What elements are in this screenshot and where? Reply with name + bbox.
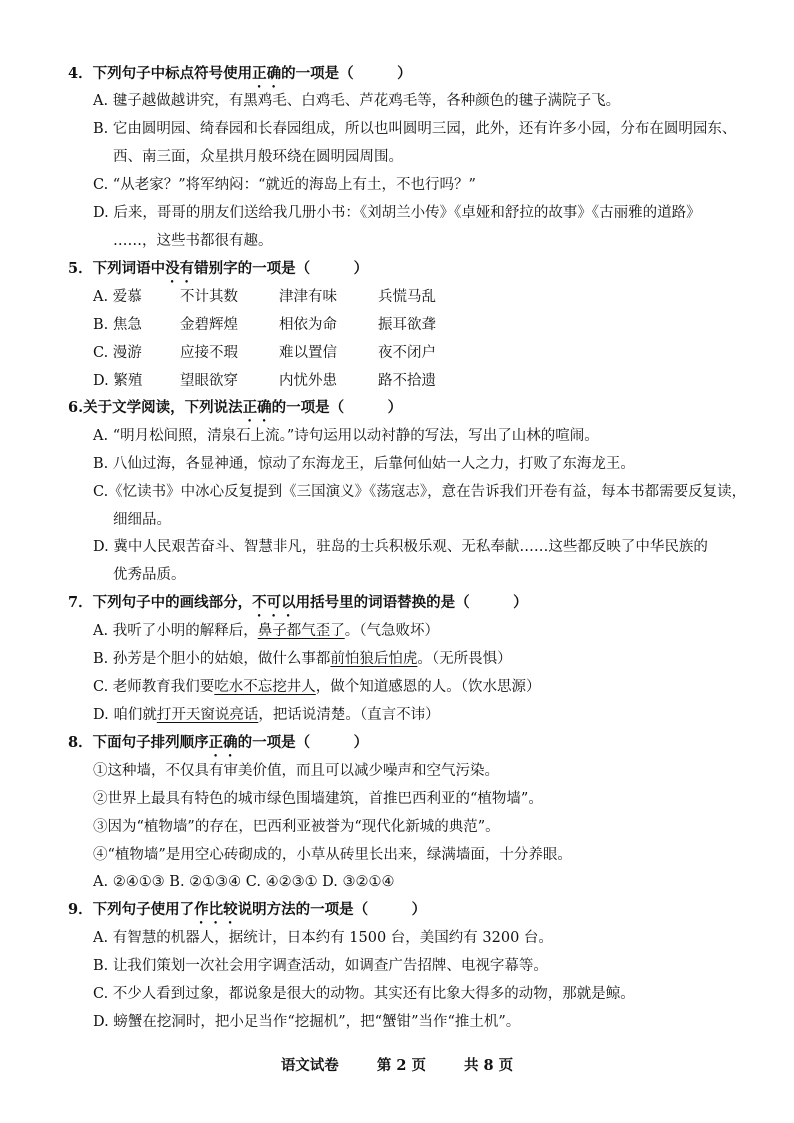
underlined-phrase: 打开天窗说亮话 [156, 707, 259, 723]
question-4-option-a: A. 毽子越做越讲究，有黑鸡毛、白鸡毛、芦花鸡毛等，各种颜色的毽子满院子飞。 [93, 93, 621, 109]
question-5-option-d: D. 繁殖 望眼欲穿 内忧外患 路不拾遗 [93, 373, 436, 389]
question-5-option-a: A. 爱慕 不计其数 津津有味 兵慌马乱 [93, 289, 436, 305]
question-6-option-a: A. “明月松间照，清泉石上流。”诗句运用以动衬静的写法，写出了山林的喧闹。 [93, 428, 599, 444]
question-5-stem: 5．下列词语中没有错别字的一项是（ ） [68, 260, 369, 277]
question-8-sentence-2: ②世界上最具有特色的城市绿色围墙建筑，首推巴西利亚的“植物墙”。 [93, 791, 543, 807]
question-8-sentence-1: ①这种墙，不仅具有审美价值，而且可以减少噪声和空气污染。 [93, 763, 499, 779]
question-9-option-b: B. 让我们策划一次社会用字调查活动，如调查广告招牌、电视字幕等。 [93, 958, 548, 974]
page-footer [0, 1056, 794, 1076]
footer-page-number: 第 2 页 [376, 1057, 426, 1074]
question-8-options: A. ②④①③ B. ②①③④ C. ④②③① D. ③②①④ [93, 874, 395, 890]
question-4-option-b-cont: 西、南三面，众星拱月般环绕在圆明园周围。 [113, 149, 403, 165]
question-9-stem: 9．下列句子使用了作比较说明方法的一项是（ ） [68, 901, 427, 918]
question-8-sentence-4: ④“植物墙”是用空心砖砌成的，小草从砖里长出来，绿满墙面，十分养眼。 [93, 847, 572, 863]
question-5-option-c: C. 漫游 应接不瑕 难以置信 夜不闭户 [93, 345, 436, 361]
underlined-phrase: 鼻子都气歪了 [257, 623, 345, 639]
question-6-option-d: D. 冀中人民艰苦奋斗、智慧非凡，驻岛的士兵积极乐观、无私奉献……这些都反映了中华民族的 [93, 539, 708, 555]
question-9-option-a: A. 有智慧的机器人，据统计，日本约有 1500 台，美国约有 3200 台。 [93, 930, 553, 946]
question-7-option-d: D. 咱们就打开天窗说亮话，把话说清楚。（直言不讳） [93, 707, 440, 723]
question-6-option-d-cont: 优秀品质。 [113, 567, 186, 583]
question-4-option-c: C. “从老家？”将军纳闷：“就近的海岛上有土，不也行吗？” [93, 177, 476, 193]
question-4-option-d-cont: ……，这些书都很有趣。 [113, 233, 273, 249]
question-6-stem: 6.关于文学阅读，下列说法正确的一项是（ ） [68, 399, 403, 416]
question-4-stem: 4．下列句子中标点符号使用正确的一项是（ ） [68, 65, 412, 82]
question-9-option-c: C. 不少人看到过象，都说象是很大的动物。其实还有比象大得多的动物，那就是鲸。 [93, 986, 635, 1002]
question-4-option-d: D. 后来，哥哥的朋友们送给我几册小书：《刘胡兰小传》《卓娅和舒拉的故事》《古丽雅的道路》 [93, 205, 701, 221]
question-9-option-d: D. 螃蟹在挖洞时，把小足当作“挖掘机”，把“蟹钳”当作“推土机”。 [93, 1014, 521, 1030]
footer-subject: 语文试卷 [280, 1057, 339, 1074]
footer-total-pages: 共 8 页 [464, 1057, 514, 1074]
question-8-sentence-3: ③因为“植物墙”的存在，巴西利亚被誉为“现代化新城的典范”。 [93, 819, 500, 835]
question-7-option-b: B. 孙芳是个胆小的姑娘，做什么事都前怕狼后怕虎。（无所畏惧） [93, 651, 512, 667]
question-7-option-a: A. 我听了小明的解释后，鼻子都气歪了。（气急败坏） [93, 623, 439, 639]
question-4-option-b: B. 它由圆明园、绮春园和长春园组成，所以也叫圆明三园，此外，还有许多小园，分布在圆明园东、 [93, 121, 737, 137]
underlined-phrase: 前怕狼后怕虎 [330, 651, 418, 667]
question-6-option-b: B. 八仙过海，各显神通，惊动了东海龙王，后靠何仙姑一人之力，打败了东海龙王。 [93, 456, 635, 472]
question-8-stem: 8．下面句子排列顺序正确的一项是（ ） [68, 734, 369, 751]
question-7-stem: 7．下列句子中的画线部分，不可以用括号里的词语替换的是（ ） [68, 594, 528, 611]
question-7-option-c: C. 老师教育我们要吃水不忘挖井人，做个知道感恩的人。（饮水思源） [93, 679, 541, 695]
underlined-phrase: 吃水不忘挖井人 [214, 679, 316, 695]
question-6-option-c-cont: 细细品。 [113, 512, 171, 528]
question-6-option-c: C.《忆读书》中冰心反复提到《三国演义》《荡寇志》，意在告诉我们开卷有益，每本书都需要反复读， [93, 484, 747, 500]
question-5-option-b: B. 焦急 金碧辉煌 相依为命 振耳欲聋 [93, 317, 436, 333]
